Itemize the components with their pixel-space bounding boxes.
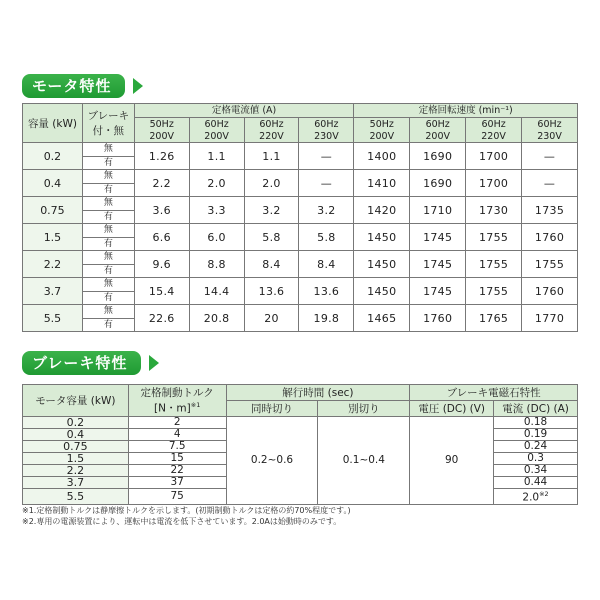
volt-header: 220V — [244, 130, 299, 143]
capacity-header: 容量 (kW) — [23, 104, 83, 143]
motor-capacity-cell: 5.5 — [23, 305, 83, 332]
current-group-header: 定格電流値 (A) — [134, 104, 354, 118]
motor-value-cell: 3.2 — [299, 197, 354, 224]
motor-value-cell: 5.8 — [299, 224, 354, 251]
motor-value-cell: 2.2 — [134, 170, 189, 197]
motor-value-cell: 1755 — [466, 224, 522, 251]
freq-header: 60Hz — [189, 118, 244, 131]
brake-current-value: 0.3 — [527, 452, 544, 464]
motor-value-cell: 1770 — [522, 305, 578, 332]
brake-with-label: 有 — [82, 237, 134, 251]
brake-current-value: 0.19 — [523, 428, 548, 440]
motor-value-cell: 3.6 — [134, 197, 189, 224]
motor-value-cell: 22.6 — [134, 305, 189, 332]
brake-characteristics-table — [22, 384, 578, 505]
simultaneous-header: 同時切り — [226, 401, 318, 417]
motor-value-cell: 3.3 — [189, 197, 244, 224]
brake-current-cell — [494, 441, 578, 453]
motor-value-cell: 8.4 — [244, 251, 299, 278]
motor-section-title: モータ特性 — [22, 74, 125, 98]
volt-header: 230V — [299, 130, 354, 143]
current-header: 電流 (DC) (A) — [494, 401, 578, 417]
motor-value-cell: 14.4 — [189, 278, 244, 305]
motor-value-cell: 6.6 — [134, 224, 189, 251]
footnotes — [22, 505, 351, 527]
motor-value-cell: 20 — [244, 305, 299, 332]
voltage-value-cell: 90 — [410, 417, 494, 505]
motor-capacity-cell: 0.75 — [23, 197, 83, 224]
volt-header: 230V — [522, 130, 578, 143]
brake-current-cell — [494, 453, 578, 465]
current-note-marker: ※2 — [539, 490, 549, 498]
motor-value-cell: 1760 — [522, 278, 578, 305]
brake-with-label: 有 — [82, 291, 134, 305]
motor-value-cell: 20.8 — [189, 305, 244, 332]
brake-current-cell — [494, 489, 578, 505]
brake-current-value: 0.44 — [523, 476, 548, 488]
brake-header-line2: 付・無 — [92, 125, 125, 137]
motor-value-cell: 1745 — [410, 224, 466, 251]
brake-torque-cell: 37 — [128, 477, 226, 489]
motor-value-cell: 1755 — [466, 278, 522, 305]
motor-value-cell: 1690 — [410, 143, 466, 170]
separate-value-cell: 0.1~0.4 — [318, 417, 410, 505]
motor-value-cell: 8.4 — [299, 251, 354, 278]
motor-value-cell: 1420 — [354, 197, 410, 224]
brake-current-cell — [494, 429, 578, 441]
brake-torque-cell: 4 — [128, 429, 226, 441]
motor-value-cell: 8.8 — [189, 251, 244, 278]
brake-without-label: 無 — [82, 305, 134, 319]
motor-value-cell: 1450 — [354, 251, 410, 278]
motor-value-cell: 1410 — [354, 170, 410, 197]
motor-value-cell: — — [299, 170, 354, 197]
brake-current-value: 0.34 — [523, 464, 548, 476]
footnote-2: ※2.専用の電源装置により、運転中は電流を低下させています。2.0Aは始動時のみです。 — [22, 517, 342, 526]
motor-value-cell: 2.0 — [244, 170, 299, 197]
motor-value-cell: — — [522, 143, 578, 170]
brake-with-label: 有 — [82, 318, 134, 332]
motor-value-cell: 1760 — [522, 224, 578, 251]
motor-value-cell: 5.8 — [244, 224, 299, 251]
motor-capacity-cell: 0.4 — [23, 170, 83, 197]
brake-without-label: 無 — [82, 251, 134, 265]
freq-header: 50Hz — [134, 118, 189, 131]
motor-capacity-cell: 1.5 — [23, 224, 83, 251]
motor-value-cell: 6.0 — [189, 224, 244, 251]
motor-characteristics-table — [22, 103, 578, 332]
brake-with-label: 有 — [82, 156, 134, 170]
motor-value-cell: 1755 — [466, 251, 522, 278]
freq-header: 60Hz — [299, 118, 354, 131]
freq-header: 60Hz — [244, 118, 299, 131]
motor-value-cell: 1735 — [522, 197, 578, 224]
motor-value-cell: 1400 — [354, 143, 410, 170]
motor-value-cell: 1465 — [354, 305, 410, 332]
torque-header — [128, 385, 226, 417]
motor-capacity-cell: 0.2 — [23, 143, 83, 170]
motor-value-cell: 13.6 — [299, 278, 354, 305]
motor-value-cell: 1.26 — [134, 143, 189, 170]
motor-value-cell: 9.6 — [134, 251, 189, 278]
separate-header: 別切り — [318, 401, 410, 417]
motor-value-cell: 1.1 — [189, 143, 244, 170]
motor-value-cell: 2.0 — [189, 170, 244, 197]
motor-capacity-cell: 3.7 — [23, 278, 83, 305]
simultaneous-value-cell: 0.2~0.6 — [226, 417, 318, 505]
freq-header: 60Hz — [466, 118, 522, 131]
volt-header: 200V — [134, 130, 189, 143]
brake-motor-capacity-cell: 2.2 — [23, 465, 129, 477]
motor-value-cell: 1755 — [522, 251, 578, 278]
brake-torque-cell: 15 — [128, 453, 226, 465]
brake-motor-capacity-cell: 3.7 — [23, 477, 129, 489]
volt-header: 200V — [354, 130, 410, 143]
motor-value-cell: 1710 — [410, 197, 466, 224]
motor-value-cell: — — [522, 170, 578, 197]
brake-current-cell — [494, 477, 578, 489]
brake-section-title: ブレーキ特性 — [22, 351, 141, 375]
motor-value-cell: 1700 — [466, 143, 522, 170]
brake-header-line1: ブレーキ — [87, 110, 130, 122]
motor-value-cell: 19.8 — [299, 305, 354, 332]
brake-motor-capacity-cell: 0.2 — [23, 417, 129, 429]
motor-value-cell: 1745 — [410, 251, 466, 278]
motor-value-cell: 3.2 — [244, 197, 299, 224]
torque-note-marker: ※1 — [190, 400, 201, 409]
torque-header-line2: [N・m] — [153, 402, 191, 415]
motor-value-cell: 1.1 — [244, 143, 299, 170]
brake-torque-cell: 22 — [128, 465, 226, 477]
motor-value-cell: 1450 — [354, 278, 410, 305]
brake-without-label: 無 — [82, 170, 134, 184]
brake-motor-capacity-cell: 1.5 — [23, 453, 129, 465]
motor-value-cell: — — [299, 143, 354, 170]
brake-current-value: 0.24 — [523, 440, 548, 452]
brake-motor-capacity-cell: 5.5 — [23, 489, 129, 505]
brake-header — [82, 104, 134, 143]
motor-value-cell: 1450 — [354, 224, 410, 251]
motor-value-cell: 1730 — [466, 197, 522, 224]
motor-value-cell: 1690 — [410, 170, 466, 197]
volt-header: 220V — [466, 130, 522, 143]
motor-capacity-header: モータ容量 (kW) — [23, 385, 129, 417]
magnet-header: ブレーキ電磁石特性 — [410, 385, 578, 401]
brake-without-label: 無 — [82, 278, 134, 292]
brake-motor-capacity-cell: 0.4 — [23, 429, 129, 441]
brake-without-label: 無 — [82, 197, 134, 211]
brake-current-value: 0.18 — [523, 416, 548, 428]
motor-value-cell: 1760 — [410, 305, 466, 332]
brake-current-value: 2.0 — [522, 491, 540, 504]
motor-value-cell: 15.4 — [134, 278, 189, 305]
brake-motor-capacity-cell: 0.75 — [23, 441, 129, 453]
footnote-1: ※1.定格制動トルクは静摩擦トルクを示します。(初期制動トルクは定格の約70%程度です。) — [22, 506, 351, 515]
brake-with-label: 有 — [82, 183, 134, 197]
torque-header-line1: 定格制動トルク — [140, 386, 214, 399]
brake-current-cell — [494, 417, 578, 429]
motor-value-cell: 1765 — [466, 305, 522, 332]
motor-value-cell: 1700 — [466, 170, 522, 197]
voltage-header: 電圧 (DC) (V) — [410, 401, 494, 417]
brake-with-label: 有 — [82, 264, 134, 278]
brake-with-label: 有 — [82, 210, 134, 224]
volt-header: 200V — [410, 130, 466, 143]
brake-torque-cell: 2 — [128, 417, 226, 429]
release-time-header: 解行時間 (sec) — [226, 385, 410, 401]
motor-value-cell: 13.6 — [244, 278, 299, 305]
motor-value-cell: 1745 — [410, 278, 466, 305]
brake-without-label: 無 — [82, 143, 134, 157]
brake-torque-cell: 7.5 — [128, 441, 226, 453]
brake-without-label: 無 — [82, 224, 134, 238]
brake-torque-cell: 75 — [128, 489, 226, 505]
speed-group-header: 定格回転速度 (min⁻¹) — [354, 104, 578, 118]
brake-current-cell — [494, 465, 578, 477]
volt-header: 200V — [189, 130, 244, 143]
motor-capacity-cell: 2.2 — [23, 251, 83, 278]
freq-header: 50Hz — [354, 118, 410, 131]
freq-header: 60Hz — [522, 118, 578, 131]
freq-header: 60Hz — [410, 118, 466, 131]
